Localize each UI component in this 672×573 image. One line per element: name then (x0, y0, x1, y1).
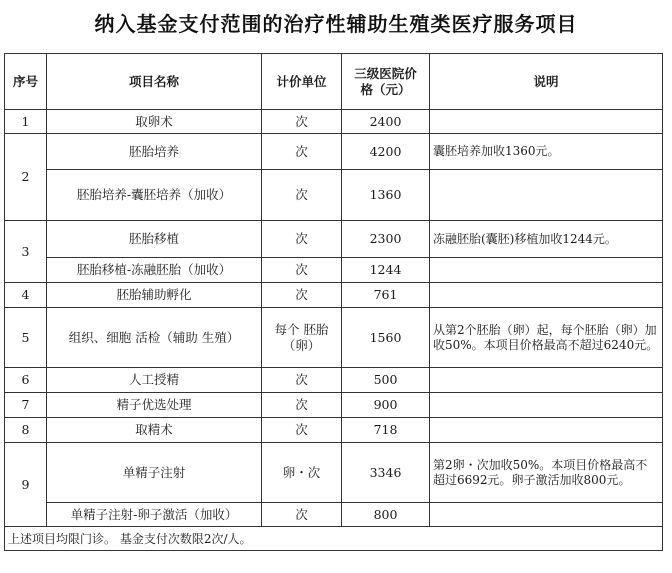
cell-name: 人工授精 (47, 368, 262, 393)
cell-desc (430, 258, 663, 283)
table-row (5, 393, 663, 418)
table-row (5, 283, 663, 308)
cell-price: 800 (342, 503, 430, 527)
header-unit: 计价单位 (262, 54, 342, 110)
cell-name: 取精术 (47, 418, 262, 443)
cell-desc (430, 418, 663, 443)
table-row (5, 418, 663, 443)
cell-desc (430, 393, 663, 418)
cell-unit (262, 308, 342, 368)
table-row (5, 443, 663, 503)
cell-unit-line1: 每个 胚胎 (274, 321, 329, 337)
cell-desc (430, 170, 663, 221)
table-row (5, 258, 663, 283)
cell-seq: 3 (5, 221, 47, 283)
cell-seq: 1 (5, 110, 47, 134)
cell-price: 1560 (342, 308, 430, 368)
cell-unit-line2: （卵） (282, 337, 321, 353)
cell-name: 胚胎移植 (47, 221, 262, 258)
table-row (5, 134, 663, 170)
cell-name: 胚胎培养 (47, 134, 262, 170)
cell-price: 500 (342, 368, 430, 393)
cell-unit: 次 (262, 283, 342, 308)
cell-seq: 9 (5, 443, 47, 527)
cell-name: 胚胎培养-囊胚培养（加收） (47, 170, 262, 221)
header-price-line2: 格（元） (360, 81, 411, 97)
cell-unit: 次 (262, 134, 342, 170)
cell-price: 2300 (342, 221, 430, 258)
cell-name: 精子优选处理 (47, 393, 262, 418)
cell-seq: 5 (5, 308, 47, 368)
cell-seq: 8 (5, 418, 47, 443)
cell-seq: 4 (5, 283, 47, 308)
cell-price: 1244 (342, 258, 430, 283)
cell-unit: 次 (262, 221, 342, 258)
cell-name: 组织、细胞 活检（辅助 生殖） (47, 308, 262, 368)
header-seq: 序号 (5, 54, 47, 110)
cell-price: 3346 (342, 443, 430, 503)
cell-price: 2400 (342, 110, 430, 134)
table-footnote-row (5, 527, 663, 551)
cell-name: 取卵术 (47, 110, 262, 134)
cell-unit: 次 (262, 418, 342, 443)
cell-unit: 次 (262, 110, 342, 134)
header-desc: 说明 (430, 54, 663, 110)
cell-seq: 6 (5, 368, 47, 393)
cell-desc (430, 283, 663, 308)
table-row (5, 368, 663, 393)
cell-unit: 卵・次 (262, 443, 342, 503)
cell-price: 4200 (342, 134, 430, 170)
cell-name: 胚胎辅助孵化 (47, 283, 262, 308)
cell-price: 1360 (342, 170, 430, 221)
cell-name: 单精子注射-卵子激活（加收） (47, 503, 262, 527)
price-table (4, 53, 663, 551)
table-row (5, 170, 663, 221)
table-row (5, 308, 663, 368)
header-price (342, 54, 430, 110)
cell-seq: 2 (5, 134, 47, 221)
header-price-line1: 三级医院价 (354, 65, 417, 81)
table-row (5, 221, 663, 258)
cell-unit: 次 (262, 258, 342, 283)
table-row (5, 503, 663, 527)
footnote: 上述项目均限门诊。 基金支付次数限2次/人。 (5, 527, 663, 551)
header-name: 项目名称 (47, 54, 262, 110)
cell-unit: 次 (262, 393, 342, 418)
cell-unit: 次 (262, 503, 342, 527)
cell-desc: 囊胚培养加收1360元。 (430, 134, 663, 170)
cell-price: 761 (342, 283, 430, 308)
cell-desc (430, 503, 663, 527)
cell-desc: 从第2个胚胎（卵）起，每个胚胎（卵）加收50%。本项目价格最高不超过6240元。 (430, 308, 663, 368)
table-row (5, 110, 663, 134)
cell-desc (430, 368, 663, 393)
cell-price: 900 (342, 393, 430, 418)
document-title: 纳入基金支付范围的治疗性辅助生殖类医疗服务项目 (94, 12, 578, 36)
cell-desc: 冻融胚胎(囊胚)移植加收1244元。 (430, 221, 663, 258)
cell-unit: 次 (262, 368, 342, 393)
cell-desc: 第2卵・次加收50%。本项目价格最高不超过6692元。卵子激活加收800元。 (430, 443, 663, 503)
cell-name: 胚胎移植-冻融胚胎（加收） (47, 258, 262, 283)
cell-unit: 次 (262, 170, 342, 221)
table-header-row (5, 54, 663, 110)
cell-desc (430, 110, 663, 134)
cell-name: 单精子注射 (47, 443, 262, 503)
cell-seq: 7 (5, 393, 47, 418)
cell-price: 718 (342, 418, 430, 443)
